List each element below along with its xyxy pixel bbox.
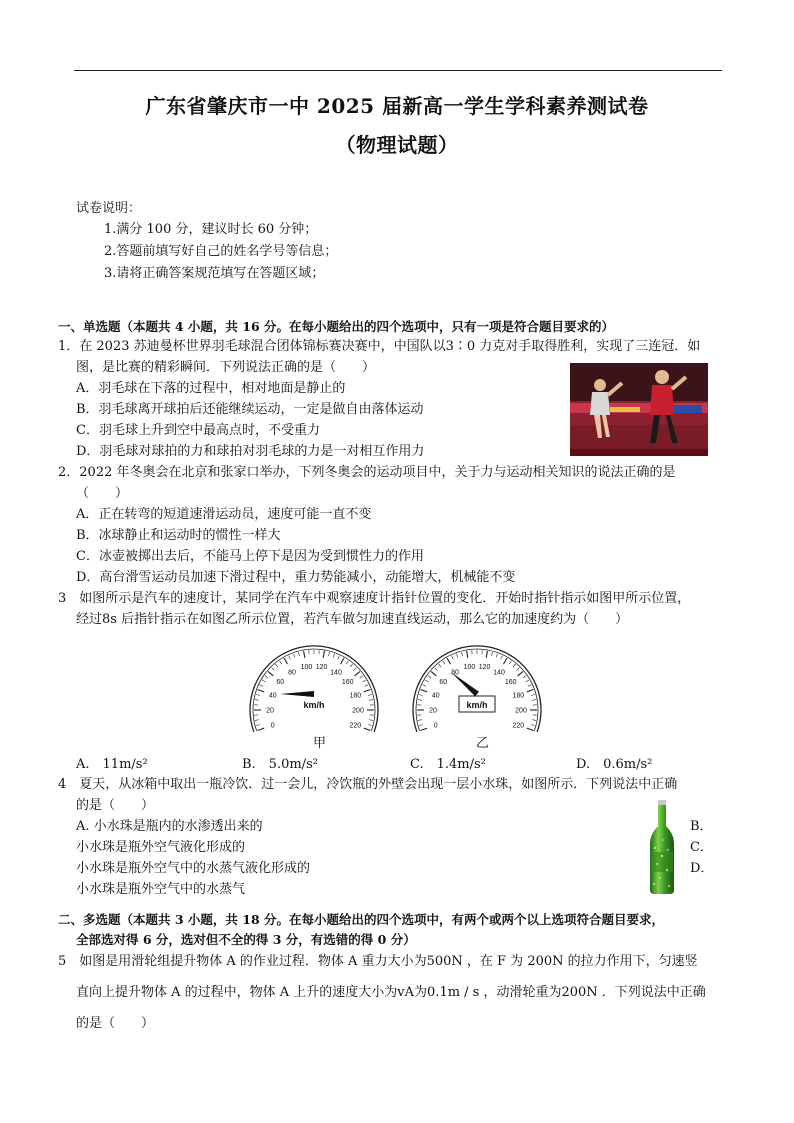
gauge-tick [421,690,428,692]
gauge-tick [425,680,429,682]
gauge-tick [528,685,532,687]
instruction-item: 1.满分 100 分，建议时长 60 分钟； [104,222,318,237]
option-d: D．高台滑雪运动员加速下滑过程中，重力势能减小，动能增大，机械能不变 [76,570,516,585]
question-4-stem: 4 夏天，从冰箱中取出一瓶冷饮．过一会儿，冷饮瓶的外壁会出现一层小水珠，如图所示．下列说法中正确 [58,777,678,792]
gauge-inner-ring [253,649,375,731]
gauge-tick [341,658,345,664]
gauge-outer-ring [250,646,378,732]
gauge-tick-label: 40 [431,692,440,700]
gauge-tick [369,720,373,721]
gauge-tick [532,720,536,721]
gauge-tick [467,651,468,658]
question-3-stem-cont: 经过8s 后指针指示在如图乙所示位置，若汽车做匀加速直线运动，那么它的加速度约为（ ） [76,612,629,627]
gauge-tick [258,690,265,692]
gauge-tick [256,725,260,726]
gauge-tick [333,654,334,658]
gauge-tick [523,676,526,678]
gauge-tick-label: 160 [341,679,354,687]
gauge-tick [304,651,305,658]
gauge-tick [438,664,441,667]
gauge-caption-yi: 乙 [476,736,490,751]
gauge-tick [255,700,259,701]
gauge-needle [451,672,479,696]
option-d: D. 0.6m/s² [576,757,653,772]
gauge-tick [531,725,535,726]
gauge-tick [501,656,503,660]
gauge-tick-label: 120 [478,664,491,672]
gauge-tick [421,728,428,730]
option-d-letter: D． [690,861,714,876]
badminton-photo [570,363,708,456]
gauge-tick [280,661,282,664]
instructions-heading: 试卷说明： [76,201,142,216]
gauge-tick [299,652,300,656]
gauge-tick [486,651,487,658]
gauge-tick [526,680,530,682]
cold-bottle-image [648,800,676,895]
gauge-tick-label: 80 [451,669,459,677]
option-d-text: 小水珠是瓶外空气中的水蒸气 [76,882,246,897]
gauge-tick [527,728,534,730]
gauge-tick-label: 140 [493,669,505,677]
gauge-tick [323,651,324,658]
gauge-tick [289,656,291,660]
gauge-tick [513,664,516,667]
gauge-tick [275,664,278,667]
gauge-tick [350,664,353,667]
gauge-tick [360,676,363,678]
question-3-stem: 3 如图所示是汽车的速度计，某同学在汽车中观察速度计指针位置的变化．开始时指针指示如图甲所示位置， [58,591,691,606]
question-5-stem-cont: 直向上提升物体 A 的过程中，物体 A 上升的速度大小为vA为0.1m / s ，动滑轮重为200N ．下列说法中正确 [76,985,706,1000]
speedometer-jia [250,646,378,732]
gauge-needle [280,691,314,697]
gauge-tick-label: 200 [515,707,527,715]
gauge-inner-ring [416,649,538,731]
gauge-tick [447,658,451,664]
gauge-tick-label: 180 [512,692,525,700]
gauge-tick-label: 40 [268,692,277,700]
gauge-tick-label: 220 [512,722,525,730]
option-c: C．羽毛球上升到空中最高点时，不受重力 [76,423,320,438]
gauge-tick [452,656,454,660]
gauge-tick [509,661,511,664]
gauge-tick [260,685,264,687]
page-title: 广东省肇庆市一中 2025 届新高一学生学科素养测试卷 [145,94,649,118]
section-heading: 二、多选题（本题共 3 小题，共 18 分。在每小题给出的四个选项中，有两个或两个以上选项符合题目要求， [58,912,665,927]
gauge-tick [462,652,463,656]
gauge-tick [423,685,427,687]
gauge-tick-label: 200 [352,707,364,715]
gauge-tick [369,700,373,701]
gauge-tick-label: 180 [349,692,362,700]
gauge-tick [354,668,357,671]
instruction-item: 3.请将正确答案规范填写在答题区域； [104,266,325,281]
option-a: A. 小水珠是瓶内的水渗透出来的 [76,819,263,834]
gauge-unit-label: km/h [303,700,325,710]
gauge-tick-label: 0 [433,722,438,730]
gauge-tick [338,656,340,660]
option-b: B. 5.0m/s² [242,757,318,772]
question-1-stem-cont: 图，是比赛的精彩瞬间．下列说法正确的是（ ） [76,360,376,375]
gauge-tick [268,671,273,676]
gauge-tick [496,654,497,658]
gauge-tick [532,700,536,701]
gauge-tick [419,695,423,696]
gauge-tick [363,680,367,682]
question-5-stem: 5 如图是用滑轮组提升物体 A 的作业过程．物体 A 重力大小为500N ，在 F 为 200N 的拉力作用下，匀速竖 [58,954,698,969]
option-c: C. 1.4m/s² [410,757,486,772]
gauge-tick-label: 60 [276,679,285,687]
gauge-tick [355,671,360,676]
gauge-tick-label: 80 [288,669,296,677]
gauge-tick [428,676,431,678]
gauge-tick [418,720,422,721]
question-2-stem-cont: （ ） [76,486,129,501]
option-a: A．羽毛球在下落的过程中，相对地面是静止的 [76,381,346,396]
option-c-text: 小水珠是瓶外空气中的水蒸气液化形成的 [76,861,311,876]
gauge-caption-jia: 甲 [313,736,327,751]
gauge-tick [518,671,523,676]
gauge-unit-label: km/h [466,700,488,710]
gauge-tick [435,668,438,671]
gauge-tick [527,690,534,692]
gauge-tick-label: 60 [439,679,448,687]
gauge-tick [258,728,265,730]
gauge-tick [364,690,371,692]
option-c-letter: C． [690,840,713,855]
gauge-tick [419,725,423,726]
option-c: C．冰壶被掷出去后，不能马上停下是因为受到惯性力的作用 [76,549,424,564]
gauge-tick [368,695,372,696]
gauge-tick [329,652,330,656]
gauge-tick [431,671,436,676]
section-heading-cont: 全部选对得 6 分，选对但不全的得 3 分，有选错的得 0 分） [76,932,416,947]
gauge-tick-label: 120 [315,664,328,672]
instruction-item: 2.答题前填写好自己的姓名学号等信息； [104,244,338,259]
gauge-tick-label: 20 [266,707,274,715]
gauge-tick [262,680,266,682]
gauge-tick [517,668,520,671]
gauge-tick [504,658,508,664]
gauge-tick-label: 100 [300,664,313,672]
question-5-stem-end: 的是（ ） [76,1016,155,1031]
option-a: A. 11m/s² [76,757,148,772]
gauge-tick [346,661,348,664]
header-rule [74,70,722,71]
gauge-tick-label: 220 [349,722,362,730]
gauge-tick [531,695,535,696]
gauge-tick [364,728,371,730]
question-2-stem: 2．2022 年冬奥会在北京和张家口举办，下列冬奥会的运动项目中，关于力与运动相关知识的说法正确的是 [58,465,676,480]
gauge-tick-label: 100 [463,664,476,672]
gauge-tick [418,700,422,701]
gauge-tick-label: 20 [429,707,437,715]
gauge-tick [368,725,372,726]
gauge-tick [272,668,275,671]
option-a: A．正在转弯的短道速滑运动员，速度可能一直不变 [76,507,372,522]
option-b: B．冰球静止和运动时的惯性一样大 [76,528,281,543]
page-subtitle: （物理试题） [335,133,459,157]
gauge-tick [284,658,288,664]
question-4-stem-cont: 的是（ ） [76,798,155,813]
gauge-outer-ring [413,646,541,732]
gauge-tick-label: 140 [330,669,342,677]
section-heading: 一、单选题（本题共 4 小题，共 16 分。在每小题给出的四个选项中，只有一项是符合题目要求的） [58,319,615,334]
option-b-letter: B． [690,819,713,834]
gauge-tick [294,654,295,658]
gauge-tick-label: 160 [504,679,517,687]
gauge-tick [457,654,458,658]
gauge-tick [365,685,369,687]
option-b-text: 小水珠是瓶外空气液化形成的 [76,840,246,855]
gauge-tick [443,661,445,664]
speedometer-yi [413,646,541,732]
option-b: B．羽毛球离开球拍后还能继续运动，一定是做自由落体运动 [76,402,424,417]
gauge-tick [255,720,259,721]
option-d: D．羽毛球对球拍的力和球拍对羽毛球的力是一对相互作用力 [76,444,425,459]
speedometer-figure [246,630,546,730]
gauge-tick [265,676,268,678]
question-1-stem: 1．在 2023 苏迪曼杯世界羽毛球混合团体锦标赛决赛中，中国队以3∶0 力克对手取得胜利，实现了三连冠．如 [58,339,701,354]
gauge-tick [492,652,493,656]
gauge-tick [256,695,260,696]
gauge-tick-label: 0 [270,722,275,730]
